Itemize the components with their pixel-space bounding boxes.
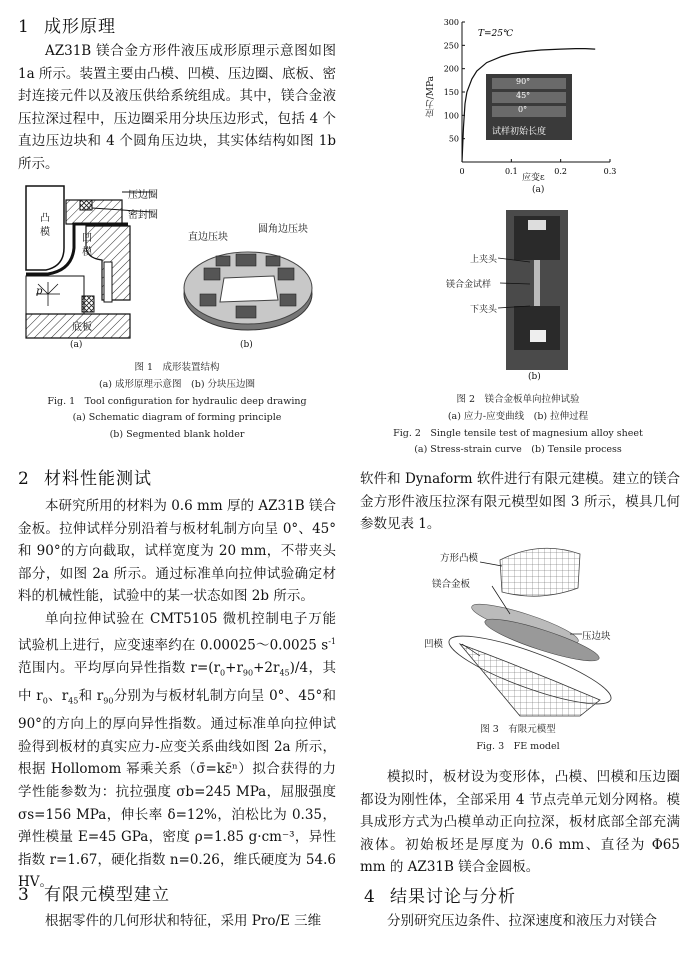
label-seal: 密封圈 (128, 210, 158, 221)
label-upper-clamp: 上夹头 (470, 255, 498, 265)
label-straight-block: 直边压块 (188, 232, 228, 243)
label-blank-holder: 压边圈 (128, 190, 158, 201)
figure-3-fe-model (430, 540, 650, 720)
inset-90: 90° (516, 77, 531, 86)
label-holder: 压边块 (582, 631, 611, 642)
section-2-heading: 2 材料性能测试 (18, 469, 152, 489)
label-pressure: p (36, 286, 43, 297)
chart-xtick-label: 0.2 (554, 167, 568, 176)
label-specimen: 镁合金试样 (446, 280, 492, 290)
figure-1a-schematic (24, 178, 194, 358)
section-4-paragraph: 分别研究压边条件、拉深速度和液压力对镁合 (387, 913, 657, 929)
chart-ytick-label: 100 (443, 111, 459, 121)
section-1-paragraph: AZ31B 镁合金方形件液压成形原理示意图如图 1a 所示。装置主要由凸模、凹模、压边圈、底板、密封连接元件以及液压供给系统组成。其中，镁合金液压拉深过程中，压边圈采用分块压边形式，包括 4 个直边压边块和 4 个圆角压边块，其实体结构如图 1b 所示。 (18, 43, 336, 172)
label-die-fe: 凹模 (424, 639, 444, 650)
figure-1-caption: 图 1 成形装置结构 (a) 成形原理示意图 (b) 分块压边圈 Fig. 1 Tool configuration for hydraulic deep drawing (a) Schematic diagram of forming principle (b) Segmented blank holder (47, 362, 307, 441)
label-square-punch: 方形凸模 (440, 553, 479, 564)
label-corner-block: 圆角边压块 (258, 224, 308, 235)
inset-0: 0° (518, 105, 528, 114)
label-base: 底板 (72, 322, 92, 333)
label-punch: 凸模 (40, 213, 50, 238)
inset-caption: 试样初始长度 (492, 127, 547, 137)
chart-ytick-label: 150 (443, 88, 459, 97)
specimen-photo (486, 74, 572, 140)
label-die: 凹模 (82, 233, 92, 258)
chart-ytick-label: 300 (443, 18, 459, 27)
label-fig2b: (b) (528, 372, 541, 382)
section-3-paragraph: 根据零件的几何形状和特征，采用 Pro/E 三维 (45, 913, 322, 929)
chart-ylabel: 应力/MPa (426, 76, 436, 118)
label-lower-clamp: 下夹头 (470, 305, 498, 315)
label-fig2a: (a) (532, 185, 545, 195)
figure-2-caption: 图 2 镁合金板单向拉伸试验 (a) 应力-应变曲线 (b) 拉伸过程 Fig. 2 Single tensile test of magnesium alloy sheet (a) Stress-strain curve (b) Tensile process (393, 394, 643, 456)
chart-xtick-label: 0.3 (603, 167, 617, 176)
section-3-paragraph-cont: 软件和 Dynaform 软件进行有限元建模。建立的镁合金方形件液压拉深有限元模型如图 3 所示，模具几何参数见表 1。 (360, 471, 680, 533)
chart-ytick-label: 200 (443, 64, 459, 74)
figure-3-caption: 图 3 有限元模型 Fig. 3 FE model (476, 724, 560, 752)
label-fig1a: (a) (70, 340, 83, 350)
chart-annotation: T=25℃ (478, 29, 514, 39)
label-fig1b: (b) (240, 340, 253, 350)
section-3-heading: 3 有限元模型建立 (18, 885, 170, 905)
inset-45: 45° (516, 91, 531, 100)
figure-1b-blank-holder (180, 236, 320, 336)
chart-xlabel: 应变ε (522, 173, 545, 183)
section-1-heading: 1 成形原理 (18, 17, 116, 37)
chart-xtick-label: 0 (459, 167, 465, 176)
fig2b-leaders (494, 256, 534, 312)
simulation-paragraph: 模拟时，板材设为变形体，凸模、凹模和压边圈都设为刚性体，全部采用 4 节点壳单元划分网格。模具成形方式为凸模单动正向拉深，板材底部全部充满液体。初始板坯是厚度为 0.6 mm、直径为 Φ65 mm 的 AZ31B 镁合金圆板。 (360, 769, 680, 876)
chart-xtick-label: 0.1 (504, 167, 518, 176)
section-2-paragraph-1: 本研究所用的材料为 0.6 mm 厚的 AZ31B 镁合金板。拉伸试样分别沿着与板材轧制方向呈 0°、45°和 90°的方向截取，试样宽度为 20 mm，不带夹头部分，如图 2a 所示。通过标准单向拉伸试验确定材料的机械性能，试验中的某一状态如图 2b 所示。 (18, 498, 336, 605)
label-sheet: 镁合金板 (432, 579, 471, 590)
chart-ytick-label: 50 (448, 134, 459, 144)
section-4-heading: 4 结果讨论与分析 (364, 887, 516, 907)
chart-ytick-label: 250 (443, 41, 459, 51)
section-2-paragraph-2: 单向拉伸试验在 CMT5105 微机控制电子万能试验机上进行，应变速率约在 0.00025～0.0025 $s^{-1}$范围内。平均厚向异性指数 $r=(r_0+r_{90}+2r_{45})/4$，其中 $r_0$、$r_{45}$和 $r_{90}$分别为与板材轧制方向呈 0°、45°和 90°的方向上的厚向异性指数。通过标准单向拉伸试验得到板材的真实应力-应变关系曲线如图 2a 所示，根据 Hollomom 幂乘关系（σ̄=kε̄ⁿ）拟合获得的力学性能参数为：抗拉强度 σb=245 MPa，屈服强度 σs=156 MPa，伸长率 δ=12%，泊松比为 0.35，弹性模量 E=45 GPa，密度 ρ=1.85 g·cm⁻³，异性指数 r=1.67，硬化指数 n=0.26，维氏硬度为 54.6 HV。 (18, 611, 337, 891)
